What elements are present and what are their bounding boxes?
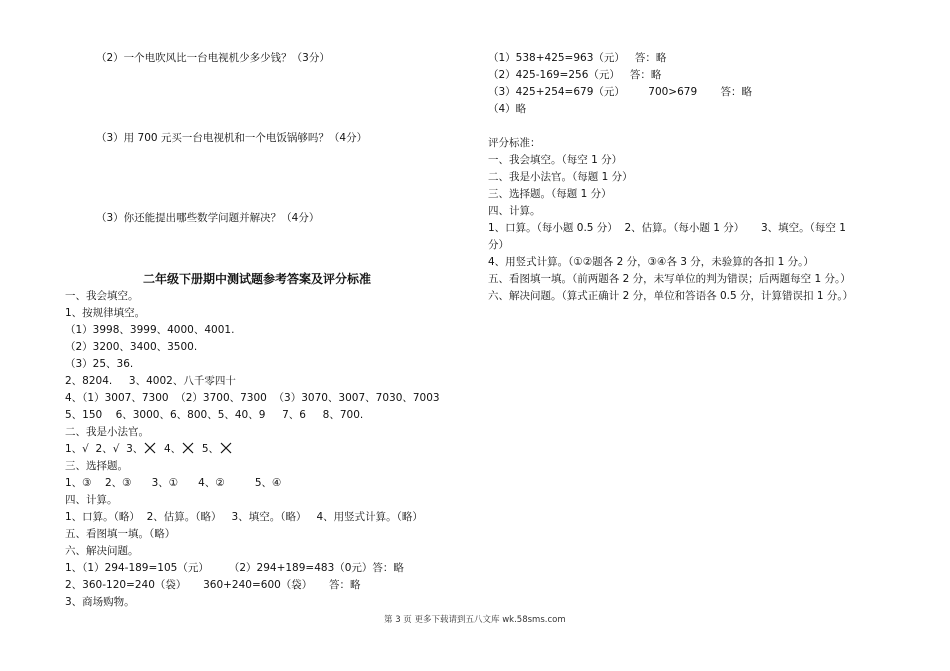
grading-2: 二、我是小法官。（每题 1 分） (488, 171, 633, 183)
section-1-heading: 一、我会填空。 (65, 290, 139, 302)
section-3-answers: 1、③ 2、③ 3、① 4、② 5、④ (65, 477, 282, 489)
question-3b: （3）你还能提出哪些数学问题并解决？（4分） (96, 212, 320, 224)
section-1-item-5-8: 5、150 6、3000、6、800、5、40、9 7、6 8、700. (65, 409, 364, 421)
grading-4-vertical: 4、用竖式计算。（①②题各 2 分，③④各 3 分，未验算的各扣 1 分。） (488, 256, 814, 268)
section-6-item-3: 3、商场购物。 (65, 596, 135, 608)
grading-1: 一、我会填空。（每空 1 分） (488, 154, 623, 166)
section-5-heading: 五、看图填一填。（略） (65, 528, 176, 540)
grading-standard-title: 评分标准： (488, 137, 541, 149)
answer-3-2: （2）425-169=256（元） 答：略 (488, 69, 662, 81)
section-1-item-1: 1、按规律填空。 (65, 307, 146, 319)
grading-4-detail-cont: 分） (488, 239, 509, 251)
judge-answers-part-2: 4、 (157, 443, 182, 455)
answers-title: 二年级下册期中测试题参考答案及评分标准 (143, 272, 372, 286)
question-2: （2）一个电吹风比一台电视机少多少钱？（3分） (96, 52, 330, 64)
page-footer: 第 3 页 更多下载请到五八文库 wk.58sms.com (384, 615, 566, 625)
section-2-heading: 二、我是小法官。 (65, 426, 149, 438)
question-3: （3）用 700 元买一台电视机和一个电饭锅够吗？（4分） (96, 132, 368, 144)
section-1-item-2-3: 2、8204. 3、4002、八千零四十 (65, 375, 236, 387)
judge-answers-part-3: 5、 (195, 443, 219, 455)
grading-4-detail: 1、口算。（每小题 0.5 分） 2、估算。（每小题 1 分） 3、填空。（每空 1 (488, 222, 846, 234)
answer-3-3: （3）425+254=679（元） 700>679 答：略 (488, 86, 753, 98)
judge-answers-part-1: 1、√ 2、√ 3、 (65, 443, 144, 455)
section-3-heading: 三、选择题。 (65, 460, 128, 472)
grading-5: 五、看图填一填。（前两题各 2 分，未写单位的判为错误；后两题每空 1 分。） (488, 273, 851, 285)
section-1-item-1c: （3）25、36. (65, 358, 134, 370)
cross-mark-icon (182, 442, 194, 454)
grading-6: 六、解决问题。（算式正确计 2 分，单位和答语各 0.5 分，计算错误扣 1 分。） (488, 290, 854, 302)
section-1-item-4: 4、（1）3007、7300 （2）3700、7300 （3）3070、3007、7030、7003 (65, 392, 440, 404)
section-1-item-1a: （1）3998、3999、4000、4001. (65, 324, 235, 336)
grading-3: 三、选择题。（每题 1 分） (488, 188, 612, 200)
section-4-heading: 四、计算。 (65, 494, 118, 506)
cross-mark-icon (220, 442, 232, 454)
section-2-answers (65, 442, 233, 456)
section-1-item-1b: （2）3200、3400、3500. (65, 341, 198, 353)
grading-4: 四、计算。 (488, 205, 541, 217)
section-6-item-2: 2、360-120=240（袋） 360+240=600（袋） 答：略 (65, 579, 361, 591)
section-6-item-1: 1、（1）294-189=105（元） （2）294+189=483（0元）答：略 (65, 562, 404, 574)
section-4-answers: 1、口算。（略） 2、估算。（略） 3、填空。（略） 4、用竖式计算。（略） (65, 511, 423, 523)
answer-3-4: （4）略 (488, 103, 527, 115)
cross-mark-icon (144, 442, 156, 454)
answer-3-1: （1）538+425=963（元） 答：略 (488, 52, 667, 64)
section-6-heading: 六、解决问题。 (65, 545, 139, 557)
